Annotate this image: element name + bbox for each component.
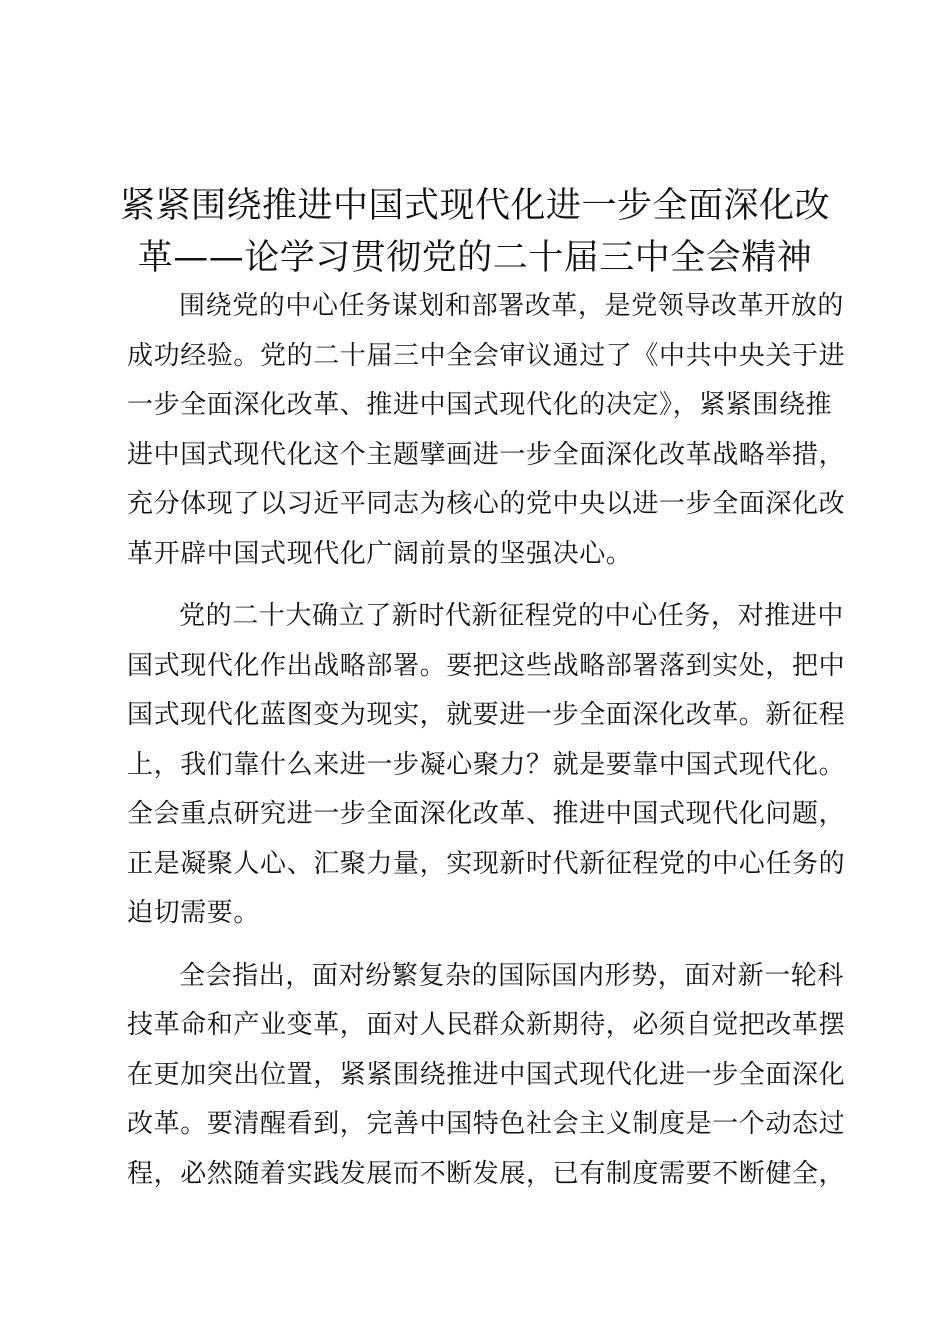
text-line: 进中国式现代化这个主题擘画进一步全面深化改革战略举措， xyxy=(127,439,846,470)
text-line: 迫切需要。 xyxy=(127,898,261,928)
paragraph-3 xyxy=(127,952,846,1200)
article-body xyxy=(127,282,846,1199)
text-line: 上，我们靠什么来进一步凝心聚力？就是要靠中国式现代化。 xyxy=(127,749,846,780)
paragraph-2 xyxy=(127,592,846,939)
text-line: 充分体现了以习近平同志为核心的党中央以进一步全面深化改 xyxy=(127,489,846,519)
text-line: 全会指出，面对纷繁复杂的国际国内形势，面对新一轮科 xyxy=(179,960,845,991)
text-line: 正是凝聚人心、汇聚力量，实现新时代新征程党的中心任务的 xyxy=(127,848,846,879)
text-line: 革开辟中国式现代化广阔前景的坚强决心。 xyxy=(127,538,633,569)
document-title xyxy=(110,180,840,284)
paragraph-1 xyxy=(127,282,846,579)
text-line: 技革命和产业变革，面对人民群众新期待，必须自觉把改革摆 xyxy=(127,1010,846,1040)
text-line: 全会重点研究进一步全面深化改革、推进中国式现代化问题， xyxy=(127,799,846,829)
text-line: 在更加突出位置，紧紧围绕推进中国式现代化进一步全面深化 xyxy=(127,1059,846,1090)
text-line: 围绕党的中心任务谋划和部署改革，是党领导改革开放的 xyxy=(179,291,845,321)
text-line: 成功经验。党的二十届三中全会审议通过了《中共中央关于进 xyxy=(127,340,846,371)
text-line: 改革。要清醒看到，完善中国特色社会主义制度是一个动态过 xyxy=(127,1109,846,1139)
text-line: 一步全面深化改革、推进中国式现代化的决定》，紧紧围绕推 xyxy=(127,390,833,420)
title-line: 革——论学习贯彻党的二十届三中全会精神 xyxy=(137,238,813,278)
title-line: 紧紧围绕推进中国式现代化进一步全面深化改 xyxy=(119,186,830,226)
text-line: 程，必然随着实践发展而不断发展，已有制度需要不断健全， xyxy=(127,1158,846,1189)
text-line: 党的二十大确立了新时代新征程党的中心任务，对推进中 xyxy=(179,601,845,631)
text-line: 国式现代化作出战略部署。要把这些战略部署落到实处，把中 xyxy=(127,650,846,681)
text-line: 国式现代化蓝图变为现实，就要进一步全面深化改革。新征程 xyxy=(127,700,846,730)
